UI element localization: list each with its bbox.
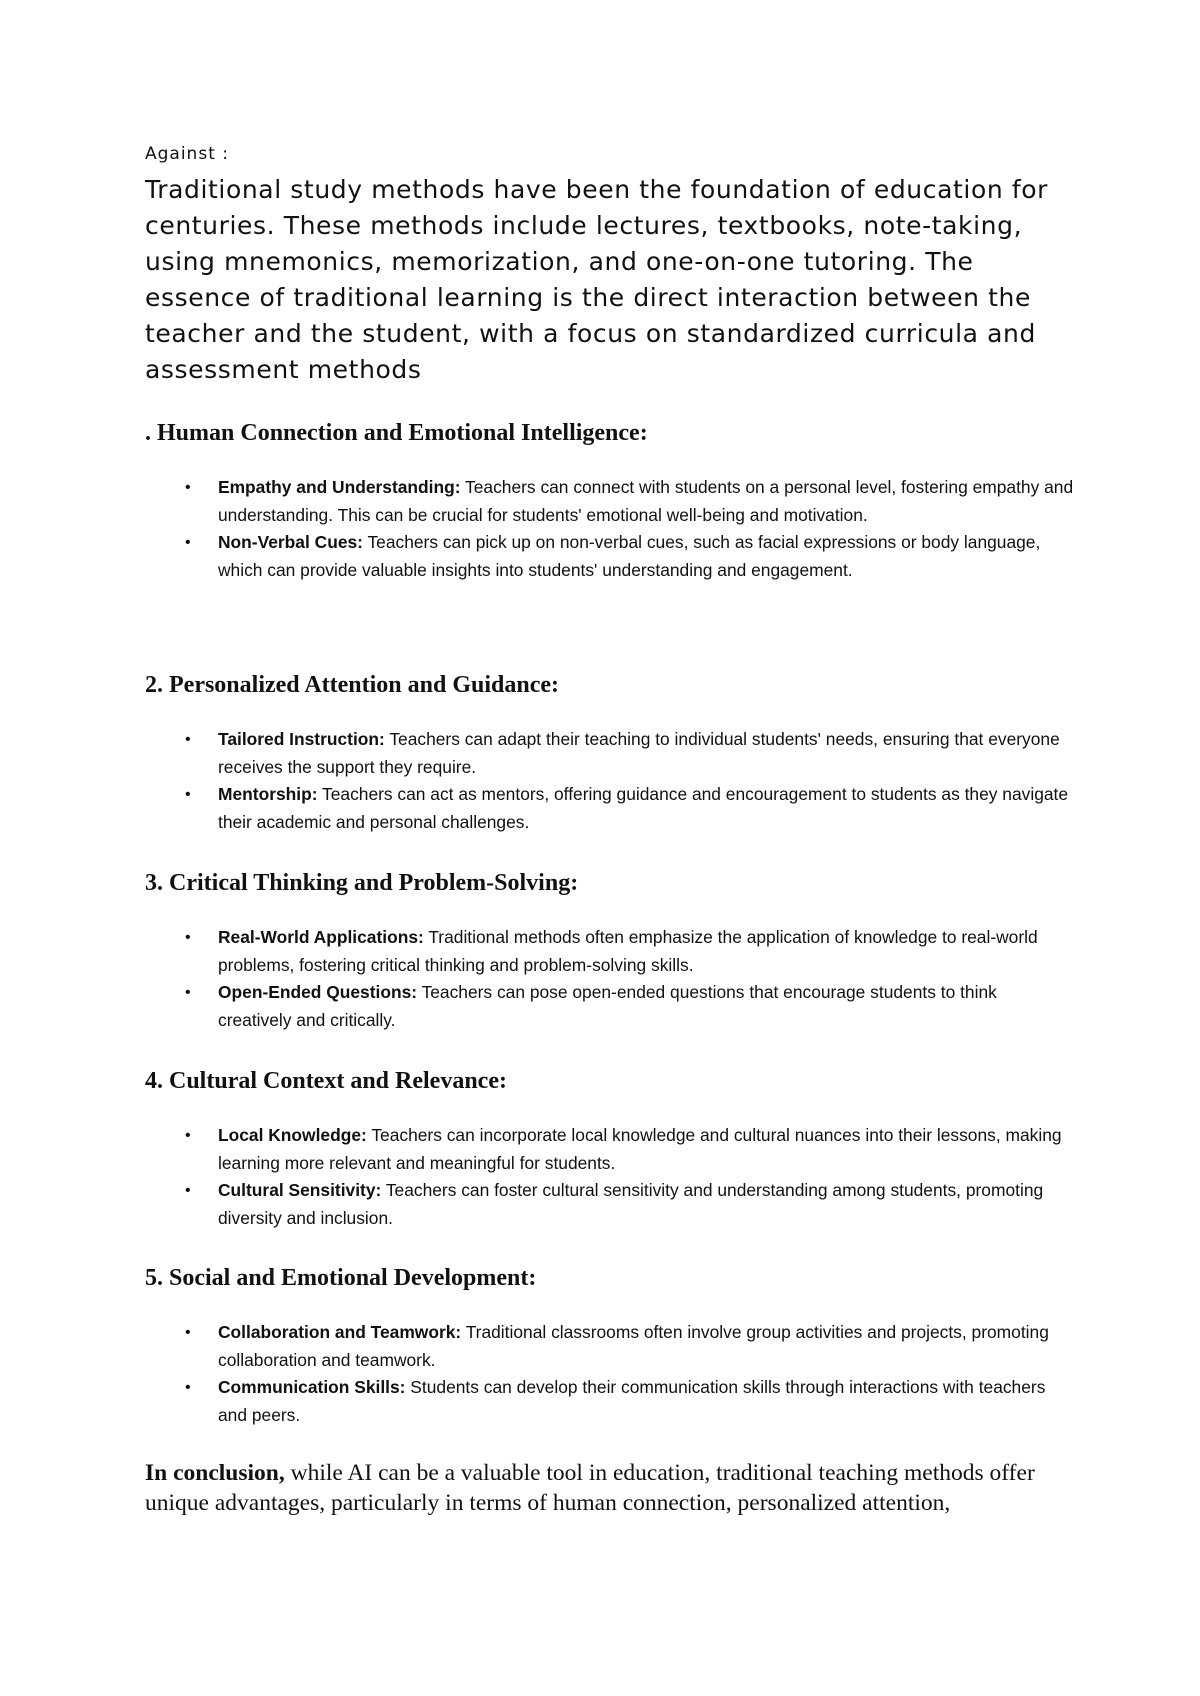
item-text: Teachers can pose open-ended questions that encourage students to think creatively and critically. — [218, 982, 997, 1030]
item-text: Teachers can act as mentors, offering guidance and encouragement to students as they navigate their academic and personal challenges. — [218, 784, 1069, 832]
item-term: Cultural Sensitivity: — [218, 1180, 382, 1200]
item-term: Tailored Instruction: — [218, 729, 385, 749]
item-term: Open-Ended Questions: — [218, 982, 418, 1002]
section-cultural-context — [145, 1066, 1075, 1232]
conclusion-paragraph — [145, 1458, 1075, 1518]
bullet-icon: • — [185, 1127, 191, 1144]
bullet-icon: • — [185, 786, 191, 803]
conclusion-lead: In conclusion, — [145, 1460, 285, 1486]
bullet-list — [145, 726, 1075, 836]
item-term: Mentorship: — [218, 784, 318, 804]
section-heading: 2. Personalized Attention and Guidance: — [145, 672, 560, 698]
item-text: Teachers can connect with students on a personal level, fostering empathy and understanding. This can be crucial for students' emotional well-being and motivation. — [218, 477, 1074, 525]
against-label: Against : — [145, 144, 229, 164]
section-critical-thinking — [145, 868, 1075, 1034]
item-text: Traditional methods often emphasize the application of knowledge to real-world problems, fostering critical thinking and problem-solving skills. — [218, 927, 1038, 975]
list-item — [185, 924, 1075, 979]
list-item — [185, 781, 1075, 836]
list-item — [185, 474, 1075, 529]
item-text: Students can develop their communication skills through interactions with teachers and peers. — [218, 1377, 1046, 1425]
bullet-icon: • — [185, 534, 191, 551]
list-item — [185, 726, 1075, 781]
section-heading: . Human Connection and Emotional Intelligence: — [145, 420, 648, 446]
bullet-icon: • — [185, 1324, 191, 1341]
list-item — [185, 1374, 1075, 1429]
item-term: Communication Skills: — [218, 1377, 406, 1397]
section-personalized-attention — [145, 670, 1075, 836]
item-term: Non-Verbal Cues: — [218, 532, 363, 552]
bullet-list — [145, 1319, 1075, 1429]
conclusion-text: while AI can be a valuable tool in education, traditional teaching methods offer unique advantages, particularly in terms of human connection, personalized attention, — [145, 1460, 1035, 1516]
item-text: Teachers can incorporate local knowledge and cultural nuances into their lessons, making learning more relevant and meaningful for students. — [218, 1125, 1062, 1173]
list-item — [185, 979, 1075, 1034]
bullet-list — [145, 924, 1075, 1034]
bullet-icon: • — [185, 1182, 191, 1199]
item-term: Local Knowledge: — [218, 1125, 367, 1145]
bullet-list — [145, 1122, 1075, 1232]
item-term: Empathy and Understanding: — [218, 477, 461, 497]
item-term: Real-World Applications: — [218, 927, 424, 947]
item-term: Collaboration and Teamwork: — [218, 1322, 462, 1342]
list-item — [185, 1122, 1075, 1177]
section-heading: 4. Cultural Context and Relevance: — [145, 1068, 507, 1094]
bullet-icon: • — [185, 1379, 191, 1396]
item-text: Teachers can pick up on non-verbal cues, such as facial expressions or body language, which can provide valuable insights into students' understanding and engagement. — [218, 532, 1041, 580]
item-text: Teachers can adapt their teaching to individual students' needs, ensuring that everyone receives the support they require. — [218, 729, 1060, 777]
item-text: Teachers can foster cultural sensitivity and understanding among students, promoting diversity and inclusion. — [218, 1180, 1044, 1228]
section-human-connection — [145, 418, 1075, 584]
section-heading: 3. Critical Thinking and Problem-Solving: — [145, 870, 579, 896]
list-item — [185, 1177, 1075, 1232]
bullet-icon: • — [185, 929, 191, 946]
bullet-icon: • — [185, 984, 191, 1001]
section-heading: 5. Social and Emotional Development: — [145, 1265, 537, 1291]
list-item — [185, 1319, 1075, 1374]
list-item — [185, 529, 1075, 584]
bullet-icon: • — [185, 479, 191, 496]
item-text: Traditional classrooms often involve group activities and projects, promoting collaboration and teamwork. — [218, 1322, 1049, 1370]
intro-paragraph: Traditional study methods have been the foundation of education for centuries. These methods include lectures, textbooks, note-taking, using mnemonics, memorization, and one-on-one tutoring. The essence of traditional learning is the direct interaction between the teacher and the student, with a focus on standardized curricula and assessment methods — [145, 175, 1049, 384]
bullet-icon: • — [185, 731, 191, 748]
bullet-list — [145, 474, 1075, 584]
section-social-emotional — [145, 1263, 1075, 1429]
